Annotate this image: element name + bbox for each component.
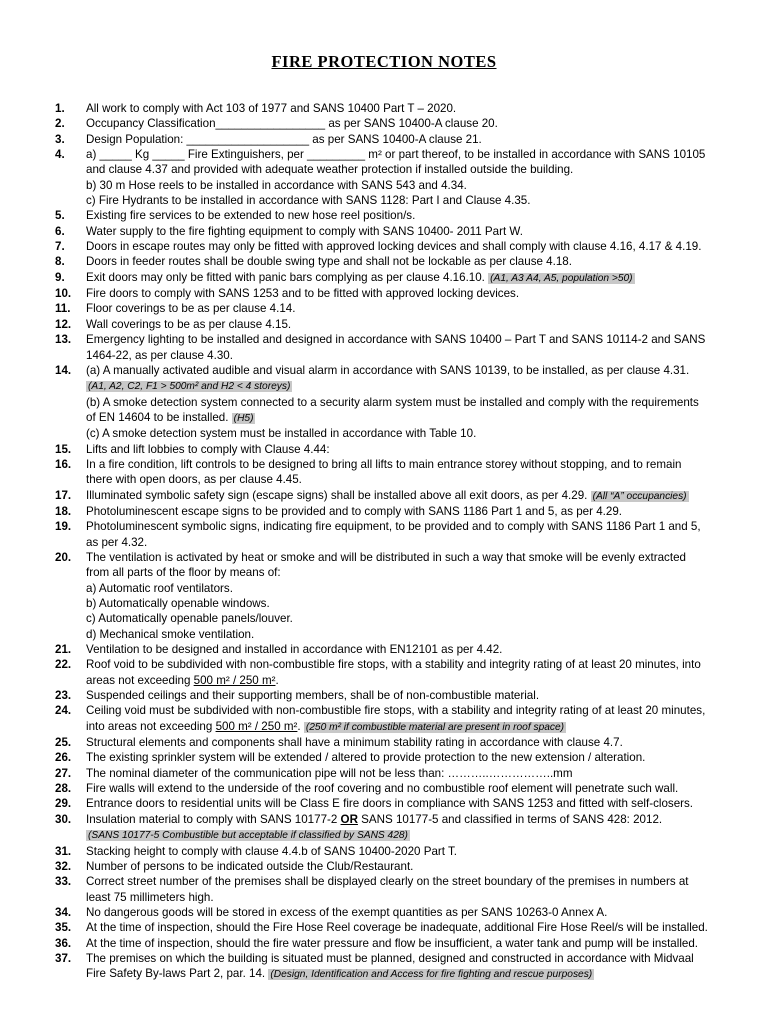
note-text: Wall coverings to be as per clause 4.15. xyxy=(86,317,292,331)
note-body xyxy=(86,488,715,504)
note-line xyxy=(86,472,715,487)
note-item xyxy=(55,874,715,905)
note-line xyxy=(86,844,715,859)
note-number: 35. xyxy=(55,921,72,935)
note-text: into areas not exceeding xyxy=(86,719,216,733)
note-line xyxy=(86,596,715,611)
note-body xyxy=(86,936,715,951)
note-number: 2. xyxy=(55,117,65,131)
note-body xyxy=(86,812,715,844)
note-item xyxy=(55,301,715,316)
note-text: Photoluminescent symbolic signs, indicating fire equipment, to be provided and to comply with SANS 1186 Part 1 and 5, xyxy=(86,520,701,534)
note-body xyxy=(86,254,715,269)
note-line xyxy=(86,147,715,162)
note-item xyxy=(55,936,715,951)
note-line xyxy=(86,378,715,394)
note-line xyxy=(86,116,715,131)
note-line xyxy=(86,890,715,905)
note-body xyxy=(86,286,715,301)
note-body xyxy=(86,101,715,116)
note-body xyxy=(86,874,715,905)
note-line xyxy=(86,317,715,332)
note-line xyxy=(86,301,715,316)
note-text: Emergency lighting to be installed and designed in accordance with SANS 10400 – Part T and SANS 10114-2 and SANS xyxy=(86,333,706,347)
note-body xyxy=(86,132,715,147)
note-item xyxy=(55,286,715,301)
note-text: Occupancy Classification_________________ as per SANS 10400-A clause 20. xyxy=(86,117,498,131)
note-number: 15. xyxy=(55,442,72,456)
note-item xyxy=(55,796,715,811)
note-number: 5. xyxy=(55,209,65,223)
note-line xyxy=(86,286,715,301)
note-body xyxy=(86,657,715,688)
note-line xyxy=(86,363,715,378)
note-item xyxy=(55,703,715,735)
note-body xyxy=(86,688,715,703)
note-text: (b) A smoke detection system connected to a security alarm system must be installed and comply with the requirements xyxy=(86,395,699,409)
note-item xyxy=(55,239,715,254)
note-item xyxy=(55,504,715,519)
note-number: 25. xyxy=(55,736,72,750)
note-number: 26. xyxy=(55,751,72,765)
note-body xyxy=(86,703,715,735)
note-text: Stacking height to comply with clause 4.4.b of SANS 10400-2020 Part T. xyxy=(86,844,457,858)
note-item xyxy=(55,657,715,688)
note-line xyxy=(86,457,715,472)
note-text: At the time of inspection, should the fire water pressure and flow be insufficient, a water tank and pump will be installed. xyxy=(86,936,699,950)
note-text: and clause 4.37 and provided with adequate weather protection if installed outside the building. xyxy=(86,163,574,177)
note-text: Insulation material to comply with SANS 10177-2 xyxy=(86,812,341,826)
note-number: 33. xyxy=(55,875,72,889)
note-item xyxy=(55,132,715,147)
note-item xyxy=(55,951,715,983)
note-body xyxy=(86,457,715,488)
note-text: Illuminated symbolic safety sign (escape signs) shall be installed above all exit doors, as per 4.29. xyxy=(86,488,591,502)
note-body xyxy=(86,224,715,239)
note-number: 30. xyxy=(55,812,72,826)
note-line xyxy=(86,781,715,796)
note-number: 32. xyxy=(55,859,72,873)
note-line xyxy=(86,442,715,457)
note-text: a) Automatic roof ventilators. xyxy=(86,581,233,595)
note-text: All work to comply with Act 103 of 1977 and SANS 10400 Part T – 2020. xyxy=(86,102,457,115)
note-line xyxy=(86,750,715,765)
note-item xyxy=(55,781,715,796)
note-item xyxy=(55,101,715,116)
note-text: from all parts of the floor by means of: xyxy=(86,566,281,580)
note-body xyxy=(86,642,715,657)
note-body xyxy=(86,844,715,859)
note-item xyxy=(55,332,715,363)
note-line xyxy=(86,410,715,426)
note-text: Roof void to be subdivided with non-combustible fire stops, with a stability and integrity rating of at least 20 minutes, into xyxy=(86,658,701,672)
note-text: The existing sprinkler system will be extended / altered to provide protection to the new extension / alteration. xyxy=(86,751,646,765)
note-body xyxy=(86,781,715,796)
note-line xyxy=(86,332,715,347)
note-text: b) 30 m Hose reels to be installed in accordance with SANS 543 and 4.34. xyxy=(86,178,467,192)
note-line xyxy=(86,193,715,208)
note-line xyxy=(86,827,715,843)
note-number: 22. xyxy=(55,658,72,672)
note-item xyxy=(55,317,715,332)
note-item xyxy=(55,519,715,550)
note-text: there with open doors, as per clause 4.45. xyxy=(86,473,302,487)
note-text: In a fire condition, lift controls to be designed to bring all lifts to main entrance storey without stopping, and to remain xyxy=(86,457,682,471)
page-title: FIRE PROTECTION NOTES xyxy=(271,52,497,71)
note-body xyxy=(86,859,715,874)
note-number: 23. xyxy=(55,689,72,703)
note-line xyxy=(86,254,715,269)
note-text: Correct street number of the premises shall be displayed clearly on the street boundary of the premises in numbers at xyxy=(86,875,689,889)
note-number: 10. xyxy=(55,287,72,301)
note-text: Water supply to the fire fighting equipment to comply with SANS 10400- 2011 Part W. xyxy=(86,224,523,238)
note-line xyxy=(86,642,715,657)
note-text: Design Population: ___________________ as per SANS 10400-A clause 21. xyxy=(86,132,482,146)
note-body xyxy=(86,147,715,208)
note-number: 31. xyxy=(55,844,72,858)
note-number: 3. xyxy=(55,132,65,146)
note-text: The nominal diameter of the communication pipe will not be less than: ………..……………..mm xyxy=(86,766,573,780)
note-line xyxy=(86,581,715,596)
note-line xyxy=(86,735,715,750)
note-body xyxy=(86,301,715,316)
note-text: Photoluminescent escape signs to be provided and to comply with SANS 1186 Part 1 and 5, as per 4.29. xyxy=(86,504,622,518)
note-body xyxy=(86,951,715,983)
note-line xyxy=(86,224,715,239)
note-line xyxy=(86,719,715,735)
note-text: of EN 14604 to be installed. xyxy=(86,410,232,424)
note-number: 8. xyxy=(55,255,65,269)
note-text: Ceiling void must be subdivided with non-combustible fire stops, with a stability and integrity rating of at least 20 minutes, xyxy=(86,704,706,718)
note-line xyxy=(86,395,715,410)
note-body xyxy=(86,519,715,550)
note-text: as per 4.32. xyxy=(86,535,148,549)
note-line xyxy=(86,565,715,580)
note-body xyxy=(86,766,715,781)
note-text: Number of persons to be indicated outside the Club/Restaurant. xyxy=(86,859,414,873)
note-line xyxy=(86,766,715,781)
note-line xyxy=(86,132,715,147)
occupancy-note: (A1, A3 A4, A5, population >50) xyxy=(490,272,633,284)
note-line xyxy=(86,920,715,935)
note-line xyxy=(86,535,715,550)
note-item xyxy=(55,363,715,442)
note-line xyxy=(86,488,715,504)
note-number: 29. xyxy=(55,797,72,811)
note-text: Lifts and lift lobbies to comply with Clause 4.44: xyxy=(86,442,330,456)
note-text: The premises on which the building is situated must be planned, designed and constructed in accordance with Midvaal xyxy=(86,951,694,965)
note-line xyxy=(86,101,715,116)
note-text: . xyxy=(297,719,304,733)
note-number: 16. xyxy=(55,457,72,471)
note-item xyxy=(55,844,715,859)
notes-list xyxy=(55,101,715,983)
note-number: 19. xyxy=(55,520,72,534)
note-item xyxy=(55,766,715,781)
note-text: The ventilation is activated by heat or smoke and will be distributed in such a way that smoke will be evenly extracted xyxy=(86,550,686,564)
note-number: 18. xyxy=(55,504,72,518)
note-item xyxy=(55,550,715,642)
note-item xyxy=(55,688,715,703)
note-line xyxy=(86,812,715,827)
note-body xyxy=(86,208,715,223)
note-body xyxy=(86,735,715,750)
note-text: d) Mechanical smoke ventilation. xyxy=(86,627,255,641)
note-item xyxy=(55,116,715,131)
occupancy-note: (Design, Identification and Access for fire fighting and rescue purposes) xyxy=(270,969,593,981)
note-text: areas not exceeding xyxy=(86,673,194,687)
note-number: 6. xyxy=(55,224,65,238)
note-body xyxy=(86,920,715,935)
emphasis-text: OR xyxy=(340,812,358,826)
note-line xyxy=(86,874,715,889)
note-text: Fire Safety By-laws Part 2, par. 14. xyxy=(86,967,269,981)
note-body xyxy=(86,796,715,811)
note-body xyxy=(86,332,715,363)
note-line xyxy=(86,627,715,642)
note-number: 11. xyxy=(55,302,71,316)
note-number: 7. xyxy=(55,240,65,254)
note-item xyxy=(55,812,715,844)
note-text: Fire doors to comply with SANS 1253 and to be fitted with approved locking devices. xyxy=(86,287,520,301)
note-number: 17. xyxy=(55,488,72,502)
emphasis-text: 500 m² / 250 m² xyxy=(193,673,276,687)
note-item xyxy=(55,224,715,239)
note-line xyxy=(86,703,715,718)
note-text: (a) A manually activated audible and visual alarm in accordance with SANS 10139, to be installed, as per clause 4.31. xyxy=(86,363,690,377)
note-item xyxy=(55,147,715,208)
note-line xyxy=(86,239,715,254)
note-text: b) Automatically openable windows. xyxy=(86,597,270,610)
note-body xyxy=(86,504,715,519)
note-item xyxy=(55,254,715,269)
note-body xyxy=(86,550,715,642)
note-text: . xyxy=(275,673,279,687)
note-body xyxy=(86,116,715,131)
note-line xyxy=(86,504,715,519)
note-text: Exit doors may only be fitted with panic bars complying as per clause 4.16.10. xyxy=(86,270,489,284)
note-text: Fire walls will extend to the underside of the roof covering and no combustible roof element will penetrate such wall. xyxy=(86,782,679,796)
note-item xyxy=(55,735,715,750)
note-item xyxy=(55,270,715,286)
note-line xyxy=(86,519,715,534)
note-text: least 75 millimeters high. xyxy=(86,890,214,904)
note-line xyxy=(86,611,715,626)
note-line xyxy=(86,162,715,177)
note-line xyxy=(86,657,715,672)
note-line xyxy=(86,796,715,811)
note-item xyxy=(55,488,715,504)
note-number: 13. xyxy=(55,333,72,347)
note-text: 1464-22, as per clause 4.30. xyxy=(86,348,233,362)
note-number: 34. xyxy=(55,905,72,919)
note-number: 27. xyxy=(55,766,72,780)
note-line xyxy=(86,966,715,982)
note-text: Existing fire services to be extended to new hose reel position/s. xyxy=(86,209,416,223)
note-number: 12. xyxy=(55,317,72,331)
note-body xyxy=(86,905,715,920)
note-number: 24. xyxy=(55,704,72,718)
note-line xyxy=(86,951,715,966)
note-line xyxy=(86,936,715,951)
note-number: 9. xyxy=(55,270,65,284)
note-item xyxy=(55,642,715,657)
note-number: 14. xyxy=(55,363,72,377)
note-number: 20. xyxy=(55,550,72,564)
occupancy-note: (A1, A2, C2, F1 > 500m² and H2 < 4 storeys) xyxy=(88,381,291,393)
note-item xyxy=(55,920,715,935)
note-text: (c) A smoke detection system must be installed in accordance with Table 10. xyxy=(86,427,477,441)
note-body xyxy=(86,750,715,765)
note-line xyxy=(86,426,715,441)
note-text: c) Fire Hydrants to be installed in accordance with SANS 1128: Part I and Clause 4.35. xyxy=(86,194,531,208)
note-body xyxy=(86,317,715,332)
note-item xyxy=(55,208,715,223)
note-text: a) _____ Kg _____ Fire Extinguishers, per _________ m² or part thereof, to be installed in accordance with SANS 10105 xyxy=(86,148,706,162)
occupancy-note: (SANS 10177-5 Combustible but acceptable if classified by SANS 428) xyxy=(88,830,408,842)
note-number: 28. xyxy=(55,782,72,796)
note-text: At the time of inspection, should the Fire Hose Reel coverage be inadequate, additional Fire Hose Reel/s will be installed. xyxy=(86,921,708,935)
note-number: 1. xyxy=(55,102,65,115)
note-text: Ventilation to be designed and installed in accordance with EN12101 as per 4.42. xyxy=(86,643,503,657)
note-body xyxy=(86,239,715,254)
note-item xyxy=(55,859,715,874)
note-body xyxy=(86,363,715,442)
note-text: Suspended ceilings and their supporting members, shall be of non-combustible material. xyxy=(86,689,540,703)
occupancy-note: (All “A” occupancies) xyxy=(592,490,687,502)
note-line xyxy=(86,688,715,703)
note-text: Structural elements and components shall have a minimum stability rating in accordance with clause 4.7. xyxy=(86,736,623,750)
note-number: 36. xyxy=(55,936,72,950)
note-line xyxy=(86,550,715,565)
note-item xyxy=(55,442,715,457)
note-number: 37. xyxy=(55,951,72,965)
note-text: SANS 10177-5 and classified in terms of SANS 428: 2012. xyxy=(357,812,663,826)
note-line xyxy=(86,905,715,920)
note-line xyxy=(86,348,715,363)
note-line xyxy=(86,673,715,688)
note-text: Entrance doors to residential units will be Class E fire doors in compliance with SANS 1253 and fitted with self-closers. xyxy=(86,797,694,811)
occupancy-note: (H5) xyxy=(233,412,254,424)
note-item xyxy=(55,750,715,765)
emphasis-text: 500 m² / 250 m² xyxy=(215,719,298,733)
note-text: No dangerous goods will be stored in excess of the exempt quantities as per SANS 10263-0 Annex A. xyxy=(86,905,608,919)
note-body xyxy=(86,442,715,457)
note-line xyxy=(86,270,715,286)
note-text: c) Automatically openable panels/louver. xyxy=(86,612,293,626)
note-text: Floor coverings to be as per clause 4.14. xyxy=(86,302,296,316)
note-line xyxy=(86,178,715,193)
note-line xyxy=(86,859,715,874)
note-line xyxy=(86,208,715,223)
note-item xyxy=(55,905,715,920)
note-body xyxy=(86,270,715,286)
note-number: 4. xyxy=(55,148,65,162)
note-item xyxy=(55,457,715,488)
note-number: 21. xyxy=(55,643,72,657)
note-text: Doors in feeder routes shall be double swing type and shall not be lockable as per clause 4.18. xyxy=(86,255,572,269)
note-text: Doors in escape routes may only be fitted with approved locking devices and shall comply with clause 4.16, 4.17 & 4.19. xyxy=(86,240,702,254)
occupancy-note: (250 m² if combustible material are present in roof space) xyxy=(305,721,565,733)
